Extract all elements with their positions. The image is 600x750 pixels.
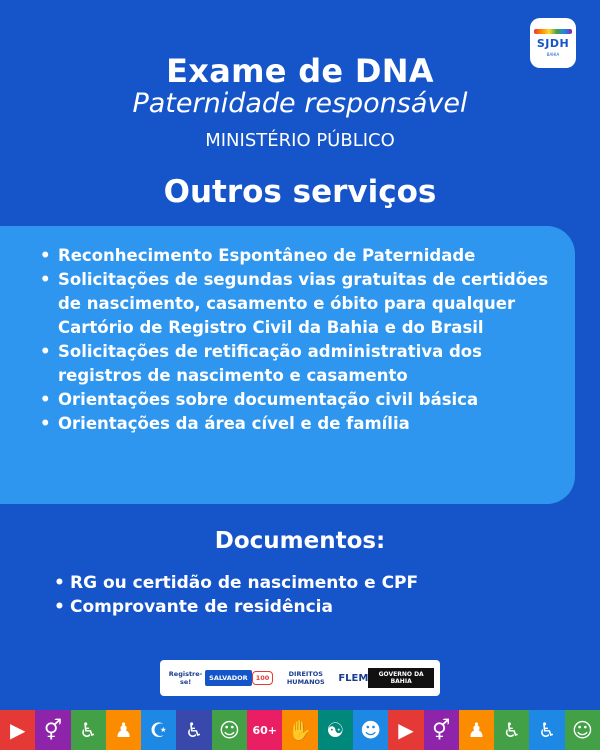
family-icon: ♟ (459, 710, 494, 750)
salvador-logo: SALVADOR (205, 670, 252, 686)
pride-flag-icon: ▶ (0, 710, 35, 750)
people-icon: ☺ (212, 710, 247, 750)
gender-icon: ⚥ (424, 710, 459, 750)
organization-label: MINISTÉRIO PÚBLICO (205, 130, 395, 151)
list-item: • Comprovante de residência (48, 595, 568, 619)
list-item: • Orientações da área cível e de família (30, 412, 560, 436)
inclusion-icon: ☯ (318, 710, 353, 750)
family-icon: ♟ (106, 710, 141, 750)
blind-person-icon: ♿ (71, 710, 106, 750)
list-item: • Orientações sobre documentação civil básica (30, 388, 560, 412)
people-icon: ☺ (565, 710, 600, 750)
c100-logo: 100 (252, 671, 274, 685)
services-title: Outros serviços (163, 174, 437, 210)
person-icon: ☻ (353, 710, 388, 750)
governo-bahia-logo: GOVERNO DA BAHIA (368, 668, 434, 688)
services-list (30, 244, 560, 436)
bus-icon (534, 29, 572, 34)
list-item: • Solicitações de segundas vias gratuitas de certidões de nascimento, casamento e óbito para qualquer Cartório de Registro Civil da Bahia e do Brasil (30, 268, 560, 340)
page-title: Exame de DNA (166, 52, 434, 90)
registre-logo: Registre-se! (168, 670, 203, 686)
elderly-icon: 60+ (247, 710, 282, 750)
documents-title: Documentos: (214, 528, 386, 554)
pride-flag-icon: ▶ (388, 710, 423, 750)
wheelchair-icon: ♿ (529, 710, 564, 750)
partner-logos (160, 660, 440, 696)
sign-language-icon: ✋ (282, 710, 317, 750)
gender-icon: ⚥ (35, 710, 70, 750)
list-item: • Solicitações de retificação administrativa dos registros de nascimento e casamento (30, 340, 560, 388)
religion-icon: ☪ (141, 710, 176, 750)
sjdh-logo-sub: BAHIA (546, 52, 560, 57)
list-item: • Reconhecimento Espontâneo de Paternidade (30, 244, 560, 268)
wheelchair-icon: ♿ (176, 710, 211, 750)
sjdh-logo-text: SJDH (536, 37, 570, 50)
direitos-humanos-logo: DIREITOS HUMANOS (286, 670, 325, 686)
blind-person-icon: ♿ (494, 710, 529, 750)
diversity-icon-strip (0, 710, 600, 750)
list-item: • RG ou certidão de nascimento e CPF (48, 571, 568, 595)
page-subtitle: Paternidade responsável (132, 88, 468, 119)
flem-logo: FLEM (338, 672, 369, 684)
documents-list (48, 571, 568, 619)
